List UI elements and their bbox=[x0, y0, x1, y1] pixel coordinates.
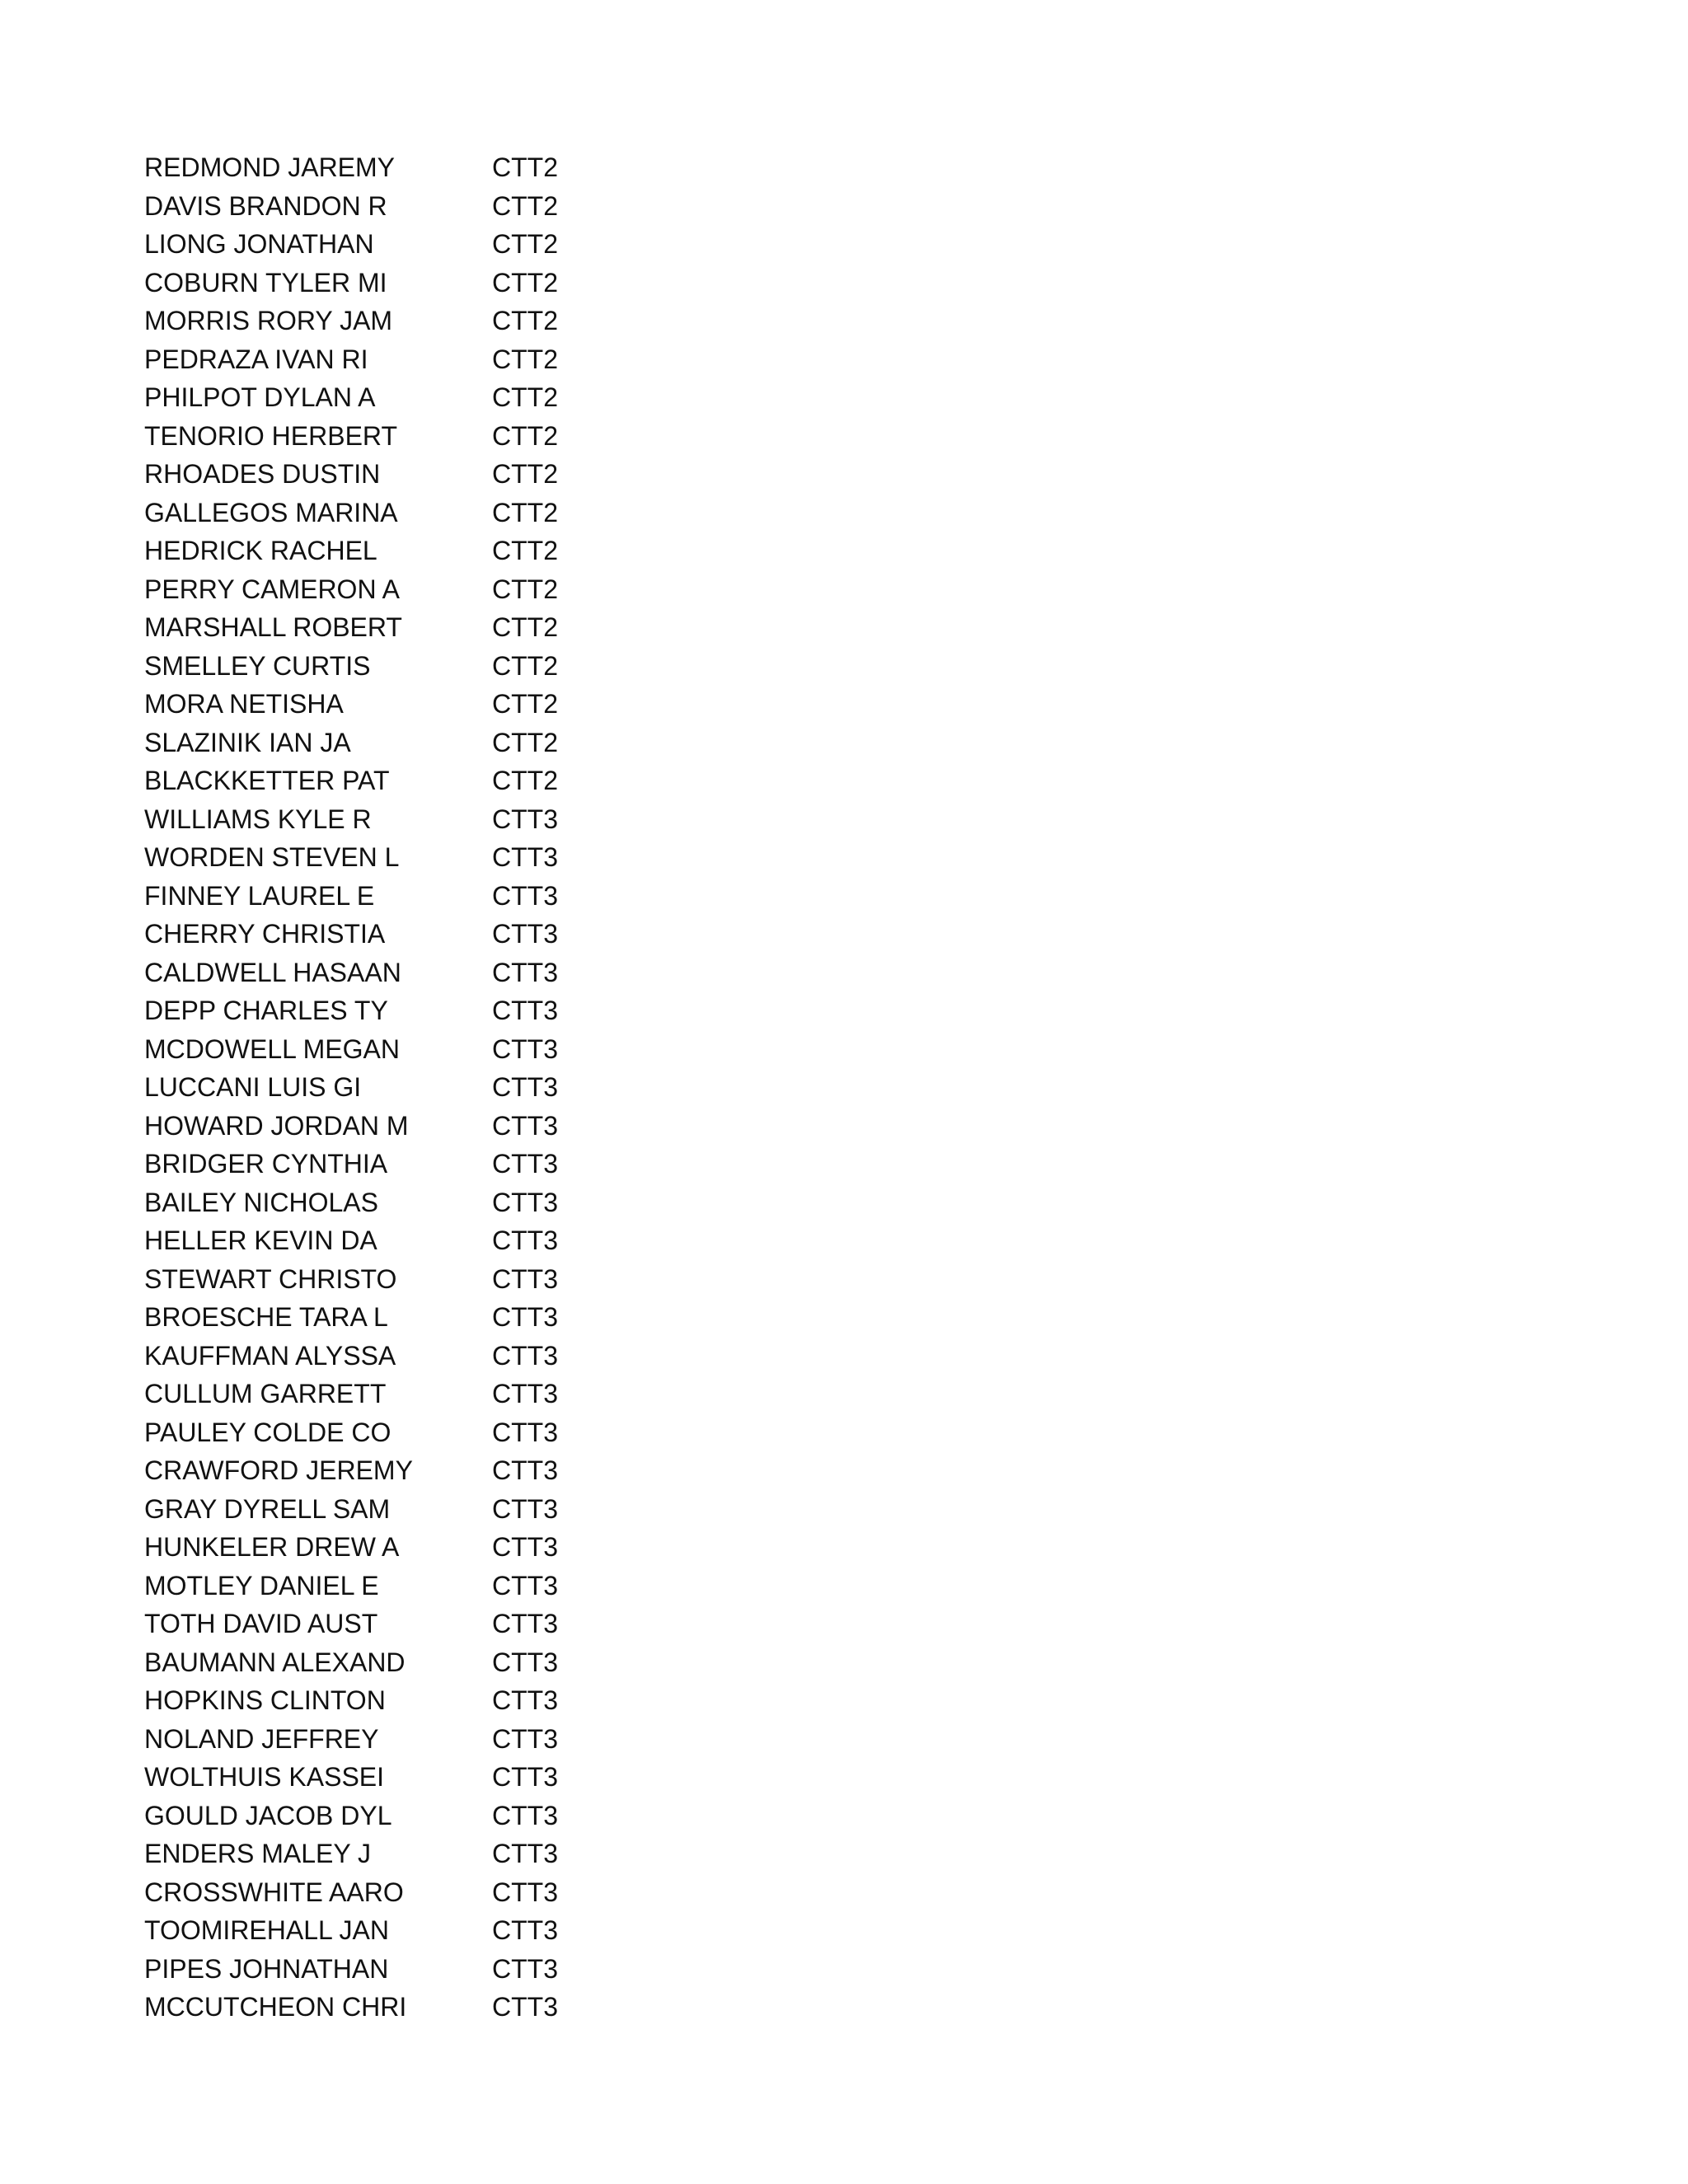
table-row bbox=[144, 608, 721, 647]
table-row bbox=[144, 1221, 721, 1260]
member-name: TOOMIREHALL JAN bbox=[144, 1915, 389, 1945]
table-row bbox=[144, 187, 721, 226]
member-name: HUNKELER DREW A bbox=[144, 1532, 400, 1562]
table-row bbox=[144, 647, 721, 686]
rating-code: CTT2 bbox=[492, 152, 558, 182]
member-name: MOTLEY DANIEL E bbox=[144, 1570, 379, 1601]
table-row bbox=[144, 685, 721, 724]
rating-code: CTT2 bbox=[492, 497, 558, 527]
member-name: LUCCANI LUIS GI bbox=[144, 1072, 362, 1102]
table-row bbox=[144, 1720, 721, 1759]
rating-code: CTT2 bbox=[492, 190, 558, 221]
table-row bbox=[144, 800, 721, 839]
member-name: WOLTHUIS KASSEI bbox=[144, 1762, 385, 1792]
rating-code: CTT3 bbox=[492, 1609, 558, 1638]
table-row bbox=[144, 1413, 721, 1452]
rating-code: CTT2 bbox=[492, 766, 558, 795]
member-name: HOWARD JORDAN M bbox=[144, 1110, 409, 1141]
rating-code: CTT3 bbox=[492, 1340, 558, 1371]
member-name: HEDRICK RACHEL bbox=[144, 536, 377, 565]
member-name: CROSSWHITE AARO bbox=[144, 1877, 404, 1907]
rating-code: CTT3 bbox=[492, 1379, 558, 1408]
member-name: LIONG JONATHAN bbox=[144, 229, 374, 259]
table-row bbox=[144, 148, 721, 187]
rating-code: CTT2 bbox=[492, 574, 558, 604]
member-name: PAULEY COLDE CO bbox=[144, 1417, 392, 1447]
member-name: HELLER KEVIN DA bbox=[144, 1226, 377, 1255]
table-row bbox=[144, 570, 721, 609]
table-row bbox=[144, 1911, 721, 1950]
member-name: BROESCHE TARA L bbox=[144, 1302, 388, 1332]
rating-code: CTT3 bbox=[492, 1072, 558, 1102]
table-row bbox=[144, 724, 721, 762]
rating-code: CTT3 bbox=[492, 1455, 558, 1485]
rating-code: CTT2 bbox=[492, 306, 558, 335]
table-row bbox=[144, 1643, 721, 1682]
table-row bbox=[144, 1835, 721, 1873]
member-name: DAVIS BRANDON R bbox=[144, 190, 387, 221]
member-name: KAUFFMAN ALYSSA bbox=[144, 1340, 396, 1371]
rating-code: CTT3 bbox=[492, 1685, 558, 1715]
rating-code: CTT3 bbox=[492, 1110, 558, 1141]
rating-code: CTT3 bbox=[492, 1877, 558, 1907]
rating-code: CTT3 bbox=[492, 1033, 558, 1064]
rating-code: CTT2 bbox=[492, 229, 558, 259]
member-name: BRIDGER CYNTHIA bbox=[144, 1149, 388, 1179]
table-row bbox=[144, 1797, 721, 1835]
table-row bbox=[144, 1681, 721, 1720]
table-row bbox=[144, 455, 721, 494]
rating-code: CTT2 bbox=[492, 459, 558, 489]
table-row bbox=[144, 494, 721, 532]
table-row bbox=[144, 302, 721, 340]
rating-code: CTT3 bbox=[492, 1915, 558, 1945]
table-row bbox=[144, 991, 721, 1030]
rating-code: CTT3 bbox=[492, 1953, 558, 1984]
member-name: MORA NETISHA bbox=[144, 689, 344, 719]
member-name: CALDWELL HASAAN bbox=[144, 957, 401, 987]
member-name: STEWART CHRISTO bbox=[144, 1263, 397, 1294]
member-name: TOTH DAVID AUST bbox=[144, 1609, 378, 1638]
table-row bbox=[144, 1451, 721, 1490]
member-name: PHILPOT DYLAN A bbox=[144, 382, 376, 412]
table-row bbox=[144, 1490, 721, 1529]
rating-code: CTT3 bbox=[492, 1187, 558, 1217]
rating-code: CTT3 bbox=[492, 1417, 558, 1447]
roster-table bbox=[144, 148, 721, 2027]
rating-code: CTT2 bbox=[492, 689, 558, 719]
member-name: BAUMANN ALEXAND bbox=[144, 1647, 406, 1677]
member-name: HOPKINS CLINTON bbox=[144, 1685, 386, 1715]
member-name: TENORIO HERBERT bbox=[144, 420, 397, 451]
table-row bbox=[144, 1567, 721, 1605]
member-name: GALLEGOS MARINA bbox=[144, 497, 398, 527]
member-name: SMELLEY CURTIS bbox=[144, 650, 371, 681]
table-row bbox=[144, 915, 721, 954]
member-name: FINNEY LAUREL E bbox=[144, 880, 375, 911]
table-row bbox=[144, 1030, 721, 1069]
member-name: MARSHALL ROBERT bbox=[144, 612, 402, 642]
rating-code: CTT2 bbox=[492, 612, 558, 642]
rating-code: CTT2 bbox=[492, 536, 558, 565]
table-row bbox=[144, 1528, 721, 1567]
member-name: MORRIS RORY JAM bbox=[144, 306, 393, 335]
rating-code: CTT3 bbox=[492, 1493, 558, 1524]
table-row bbox=[144, 1298, 721, 1337]
rating-code: CTT3 bbox=[492, 996, 558, 1025]
table-row bbox=[144, 1873, 721, 1912]
member-name: NOLAND JEFFREY bbox=[144, 1723, 379, 1754]
member-name: MCDOWELL MEGAN bbox=[144, 1033, 400, 1064]
rating-code: CTT3 bbox=[492, 1226, 558, 1255]
rating-code: CTT3 bbox=[492, 1570, 558, 1601]
rating-code: CTT3 bbox=[492, 1839, 558, 1868]
table-row bbox=[144, 1605, 721, 1643]
rating-code: CTT3 bbox=[492, 1762, 558, 1792]
member-name: CULLUM GARRETT bbox=[144, 1379, 387, 1408]
rating-code: CTT2 bbox=[492, 420, 558, 451]
member-name: BAILEY NICHOLAS bbox=[144, 1187, 378, 1217]
table-row bbox=[144, 1758, 721, 1797]
table-row bbox=[144, 532, 721, 570]
table-row bbox=[144, 1988, 721, 2027]
rating-code: CTT3 bbox=[492, 804, 558, 834]
member-name: REDMOND JAREMY bbox=[144, 152, 396, 182]
rating-code: CTT3 bbox=[492, 1800, 558, 1830]
rating-code: CTT3 bbox=[492, 1263, 558, 1294]
table-row bbox=[144, 225, 721, 264]
member-name: PERRY CAMERON A bbox=[144, 574, 401, 604]
table-row bbox=[144, 1183, 721, 1222]
table-row bbox=[144, 1260, 721, 1299]
rating-code: CTT2 bbox=[492, 344, 558, 374]
rating-code: CTT3 bbox=[492, 1647, 558, 1677]
rating-code: CTT3 bbox=[492, 957, 558, 987]
member-name: MCCUTCHEON CHRI bbox=[144, 1992, 407, 2022]
rating-code: CTT2 bbox=[492, 382, 558, 412]
member-name: ENDERS MALEY J bbox=[144, 1839, 372, 1868]
rating-code: CTT3 bbox=[492, 842, 558, 872]
rating-code: CTT2 bbox=[492, 727, 558, 757]
table-row bbox=[144, 378, 721, 417]
table-row bbox=[144, 762, 721, 800]
member-name: WILLIAMS KYLE R bbox=[144, 804, 372, 834]
table-row bbox=[144, 1375, 721, 1413]
table-row bbox=[144, 1107, 721, 1146]
rating-code: CTT3 bbox=[492, 880, 558, 911]
member-name: SLAZINIK IAN JA bbox=[144, 727, 351, 757]
rating-code: CTT3 bbox=[492, 1302, 558, 1332]
rating-code: CTT3 bbox=[492, 919, 558, 949]
table-row bbox=[144, 1068, 721, 1107]
table-row bbox=[144, 1145, 721, 1183]
member-name: RHOADES DUSTIN bbox=[144, 459, 381, 489]
rating-code: CTT3 bbox=[492, 1149, 558, 1179]
member-name: BLACKKETTER PAT bbox=[144, 766, 390, 795]
rating-code: CTT2 bbox=[492, 267, 558, 298]
table-row bbox=[144, 954, 721, 992]
member-name: GRAY DYRELL SAM bbox=[144, 1493, 391, 1524]
member-name: CRAWFORD JEREMY bbox=[144, 1455, 413, 1485]
table-row bbox=[144, 1337, 721, 1376]
table-row bbox=[144, 838, 721, 877]
rating-code: CTT2 bbox=[492, 650, 558, 681]
rating-code: CTT3 bbox=[492, 1532, 558, 1562]
table-row bbox=[144, 340, 721, 379]
table-row bbox=[144, 417, 721, 456]
member-name: DEPP CHARLES TY bbox=[144, 996, 388, 1025]
table-row bbox=[144, 264, 721, 302]
member-name: COBURN TYLER MI bbox=[144, 267, 387, 298]
member-name: GOULD JACOB DYL bbox=[144, 1800, 392, 1830]
table-row bbox=[144, 1950, 721, 1989]
rating-code: CTT3 bbox=[492, 1992, 558, 2022]
member-name: WORDEN STEVEN L bbox=[144, 842, 400, 872]
member-name: PEDRAZA IVAN RI bbox=[144, 344, 368, 374]
table-row bbox=[144, 877, 721, 916]
rating-code: CTT3 bbox=[492, 1723, 558, 1754]
member-name: PIPES JOHNATHAN bbox=[144, 1953, 389, 1984]
member-name: CHERRY CHRISTIA bbox=[144, 919, 386, 949]
